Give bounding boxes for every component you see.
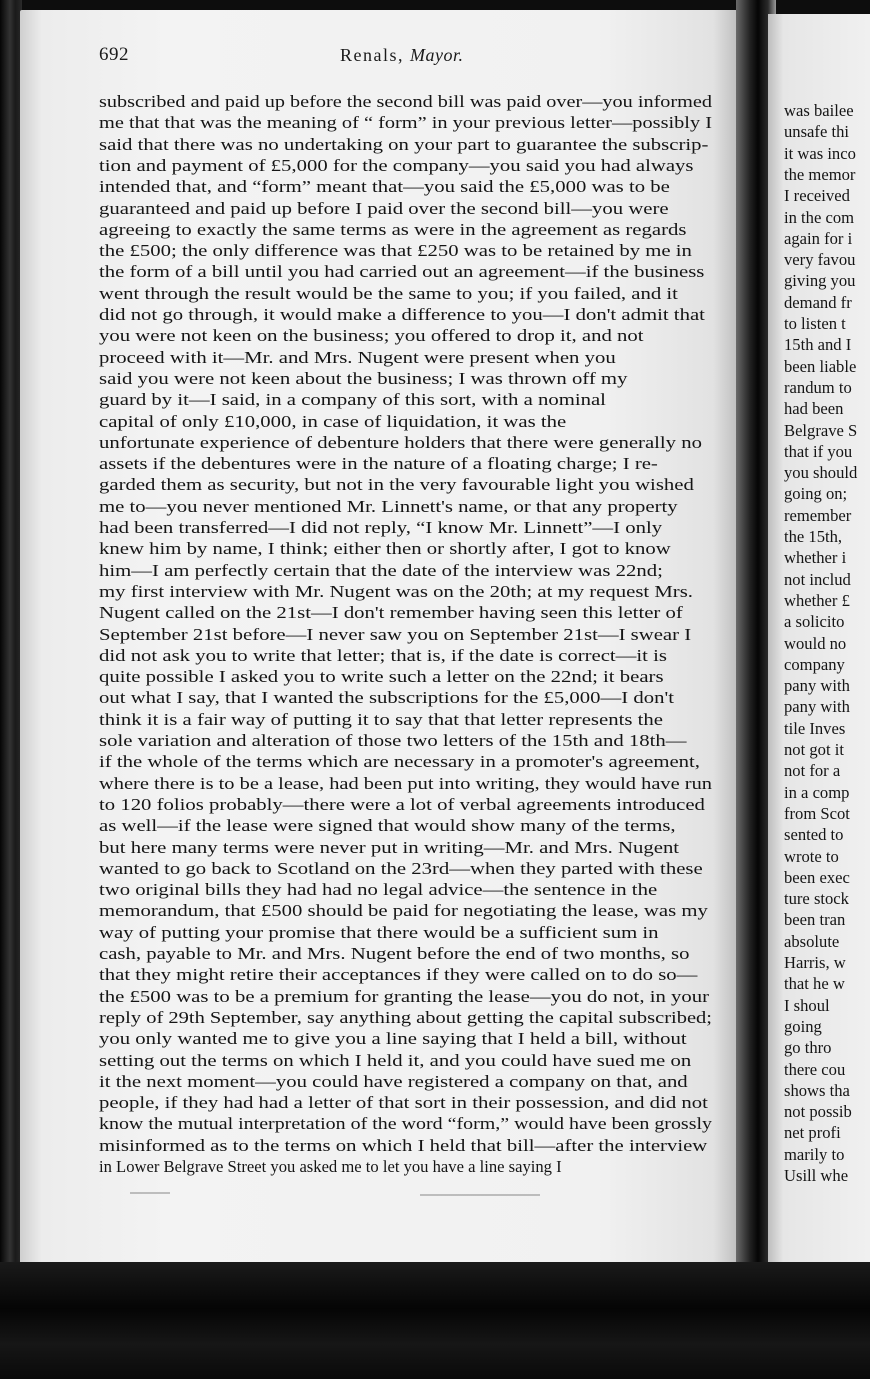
- text-line: a solicito: [784, 612, 845, 632]
- text-line: you only wanted me to give you a line saying that I held a bill, without: [99, 1029, 687, 1049]
- page-header: [20, 44, 742, 74]
- text-line: going on;: [784, 484, 848, 504]
- running-head-name: Renals,: [340, 45, 404, 65]
- text-line: there cou: [784, 1059, 846, 1079]
- text-line: to 120 folios probably—there were a lot of verbal agreements introduced: [99, 794, 705, 814]
- text-line: but here many terms were never put in writing—Mr. and Mrs. Nugent: [99, 837, 680, 857]
- text-line: you should: [784, 463, 858, 483]
- scan-speck: [420, 1194, 540, 1196]
- text-line: as well—if the lease were signed that would show many of the terms,: [99, 816, 676, 836]
- text-line: said you were not keen about the business; I was thrown off my: [99, 368, 628, 388]
- text-line: it the next moment—you could have registered a company on that, and: [99, 1071, 688, 1091]
- text-line: absolute: [784, 931, 840, 951]
- running-head: [340, 45, 464, 66]
- text-line: assets if the debentures were in the nature of a floating charge; I re-: [99, 454, 658, 474]
- text-line: me that that was the meaning of “ form” in your previous letter—possibly I: [99, 113, 712, 133]
- text-line: the £500; the only difference was that £250 was to be retained by me in: [99, 241, 692, 261]
- text-line: been exec: [784, 867, 850, 887]
- text-line: think it is a fair way of putting it to say that that letter represents the: [99, 709, 663, 729]
- text-line: know the mutual interpretation of the word “form,” would have been grossly: [99, 1114, 712, 1134]
- text-line: misinformed as to the terms on which I held that bill—after the interview: [99, 1135, 708, 1155]
- text-line: guaranteed and paid up before I paid over the second bill—you were: [99, 198, 669, 218]
- text-line: my first interview with Mr. Nugent was on the 20th; at my request Mrs.: [99, 581, 693, 601]
- text-line: pany with: [784, 676, 850, 696]
- scan-speck: [130, 1192, 170, 1194]
- text-line: subscribed and paid up before the second bill was paid over—you informed: [99, 92, 712, 111]
- scan-bottom-border: [0, 1262, 870, 1379]
- text-line: him—I am perfectly certain that the date of the interview was 22nd;: [99, 560, 663, 580]
- text-line: had been transferred—I did not reply, “I know Mr. Linnett”—I only: [99, 518, 663, 537]
- text-line: Nugent called on the 21st—I don't remember having seen this letter of: [99, 603, 683, 623]
- text-line: from Scot: [784, 803, 850, 823]
- right-page: [768, 14, 870, 1264]
- text-line: unsafe thi: [784, 122, 849, 142]
- text-line: September 21st before—I never saw you on September 21st—I swear I: [99, 624, 692, 644]
- text-line: had been: [784, 399, 844, 419]
- text-line: way of putting your promise that there would be a sufficient sum in: [99, 922, 659, 942]
- text-line: ture stock: [784, 889, 849, 909]
- text-line: two original bills they had had no legal advice—the sentence in the: [99, 880, 658, 900]
- text-line: reply of 29th September, say anything about getting the capital subscribed;: [99, 1007, 712, 1027]
- text-line: you were not keen on the business; you offered to drop it, and not: [99, 326, 644, 346]
- text-line: in a comp: [784, 782, 850, 802]
- text-line: capital of only £10,000, in case of liquidation, it was the: [99, 411, 567, 431]
- text-line: that if you: [784, 441, 853, 461]
- text-line: randum to: [784, 377, 852, 397]
- text-line: whether i: [784, 548, 847, 568]
- text-line: garded them as security, but not in the very favourable light you wished: [99, 475, 694, 495]
- text-line: that they might retire their acceptances if they were called on to do so—: [99, 965, 698, 985]
- text-line: where there is to be a lease, had been put into writing, they would have run: [99, 773, 712, 793]
- text-line: cash, payable to Mr. and Mrs. Nugent before the end of two months, so: [99, 944, 690, 963]
- text-line: been liable: [784, 356, 857, 376]
- text-line: company: [784, 654, 845, 674]
- text-line: sented to: [784, 825, 844, 845]
- text-line: demand fr: [784, 292, 852, 312]
- text-line: knew him by name, I think; either then or shortly after, I got to know: [99, 539, 671, 559]
- text-line: going: [784, 1016, 822, 1036]
- text-line: Belgrave S: [784, 420, 858, 440]
- text-line: guard by it—I said, in a company of this sort, with a nominal: [99, 390, 606, 410]
- text-line: not got it: [784, 740, 844, 759]
- text-line: wrote to: [784, 846, 839, 866]
- text-line: net profi: [784, 1123, 841, 1143]
- text-line: the 15th,: [784, 527, 843, 546]
- text-line: memorandum, that £500 should be paid for negotiating the lease, was my: [99, 901, 708, 921]
- text-line: proceed with it—Mr. and Mrs. Nugent were present when you: [99, 347, 616, 367]
- text-line: pany with: [784, 697, 850, 717]
- text-line: did not go through, it would make a difference to you—I don't admit that: [99, 305, 705, 324]
- text-line: did not ask you to write that letter; that is, if the date is correct—it is: [99, 645, 667, 665]
- text-line: would no: [784, 633, 847, 653]
- text-line: very favou: [784, 250, 856, 270]
- text-line: agreeing to exactly the same terms as were in the agreement as regards: [99, 219, 687, 239]
- book-spine-edge: [0, 0, 22, 1290]
- text-line: tion and payment of £5,000 for the company—you said you had always: [99, 155, 694, 175]
- text-line: if the whole of the terms which are necessary in a promoter's agreement,: [99, 752, 701, 772]
- text-line: said that there was no undertaking on your part to guarantee the subscrip-: [99, 134, 709, 154]
- text-line: Harris, w: [784, 953, 846, 972]
- text-line: intended that, and “form” meant that—you said the £5,000 was to be: [99, 177, 670, 197]
- text-line: remember: [784, 505, 852, 525]
- text-line: not for a: [784, 761, 841, 781]
- text-line: the £500 was to be a premium for granting the lease—you do not, in your: [99, 986, 710, 1006]
- text-line: me to—you never mentioned Mr. Linnett's name, or that any property: [99, 496, 678, 516]
- text-line: it was inco: [784, 143, 856, 163]
- text-line: marily to: [784, 1144, 845, 1164]
- text-line: again for i: [784, 228, 853, 248]
- text-line: giving you: [784, 271, 856, 291]
- text-line: Usill whe: [784, 1166, 849, 1185]
- text-line: the memor: [784, 164, 856, 184]
- text-line: in Lower Belgrave Street you asked me to let you have a line saying I: [99, 1157, 562, 1176]
- text-line: that he w: [784, 974, 845, 994]
- text-line: went through the result would be the same to you; if you failed, and it: [99, 283, 678, 303]
- text-line: was bailee: [784, 101, 854, 120]
- text-line: go thro: [784, 1038, 832, 1058]
- text-line: people, if they had had a letter of that sort in their possession, and did not: [99, 1093, 708, 1113]
- text-line: tile Inves: [784, 718, 846, 738]
- text-line: not possib: [784, 1102, 852, 1122]
- text-line: I shoul: [784, 995, 830, 1015]
- text-line: unfortunate experience of debenture holders that there were generally no: [99, 432, 702, 452]
- text-line: I received: [784, 186, 850, 206]
- text-line: in the com: [784, 207, 855, 227]
- text-line: not includ: [784, 569, 851, 589]
- text-line: sole variation and alteration of those two letters of the 15th and 18th—: [99, 731, 687, 750]
- text-line: the form of a bill until you had carried out an agreement—if the business: [99, 262, 705, 282]
- page-number: 692: [99, 44, 129, 65]
- running-head-title: Mayor.: [410, 45, 464, 65]
- text-line: been tran: [784, 910, 846, 930]
- text-line: 15th and I: [784, 335, 852, 355]
- text-line: wanted to go back to Scotland on the 23rd—when they parted with these: [99, 858, 703, 878]
- text-line: to listen t: [784, 314, 846, 333]
- text-line: quite possible I asked you to write such a letter on the 22nd; it bears: [99, 667, 664, 687]
- text-line: whether £: [784, 590, 850, 610]
- text-line: shows tha: [784, 1080, 850, 1100]
- text-line: out what I say, that I wanted the subscriptions for the £5,000—I don't: [99, 688, 674, 708]
- text-line: setting out the terms on which I held it, and you could have sued me on: [99, 1050, 692, 1070]
